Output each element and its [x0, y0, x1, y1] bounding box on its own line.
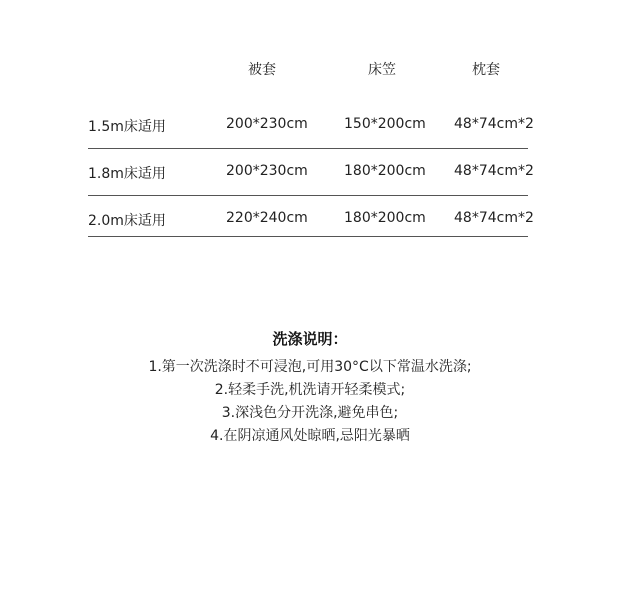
- sheet-size: 180*200cm: [344, 210, 426, 226]
- table-row: [88, 196, 534, 237]
- table-header-row: [88, 50, 528, 90]
- instruction-line: 2.轻柔手洗,机洗请开轻柔模式;: [214, 382, 406, 398]
- row-label: 2.0m床适用: [88, 213, 166, 229]
- pillow-size: 48*74cm*2: [454, 210, 534, 226]
- duvet-size: 200*230cm: [226, 163, 308, 179]
- instruction-line: 3.深浅色分开洗涤,避免串色;: [221, 405, 399, 421]
- header-fitted-sheet: 床笠: [368, 62, 396, 78]
- table-row: [88, 102, 534, 149]
- header-duvet-cover: 被套: [248, 62, 276, 78]
- instruction-line: 1.第一次洗涤时不可浸泡,可用30°C以下常温水洗涤;: [148, 359, 472, 375]
- pillow-size: 48*74cm*2: [454, 116, 534, 132]
- sheet-size: 150*200cm: [344, 116, 426, 132]
- header-pillowcase: 枕套: [472, 62, 500, 78]
- washing-instructions: [0, 328, 620, 448]
- sheet-size: 180*200cm: [344, 163, 426, 179]
- duvet-size: 200*230cm: [226, 116, 308, 132]
- table-row: [88, 149, 534, 196]
- row-label: 1.5m床适用: [88, 119, 166, 135]
- instruction-line: 4.在阴凉通风处晾晒,忌阳光暴晒: [210, 428, 410, 444]
- pillow-size: 48*74cm*2: [454, 163, 534, 179]
- duvet-size: 220*240cm: [226, 210, 308, 226]
- washing-instructions-title: 洗涤说明：: [272, 330, 348, 348]
- row-label: 1.8m床适用: [88, 166, 166, 182]
- size-table: [88, 50, 534, 237]
